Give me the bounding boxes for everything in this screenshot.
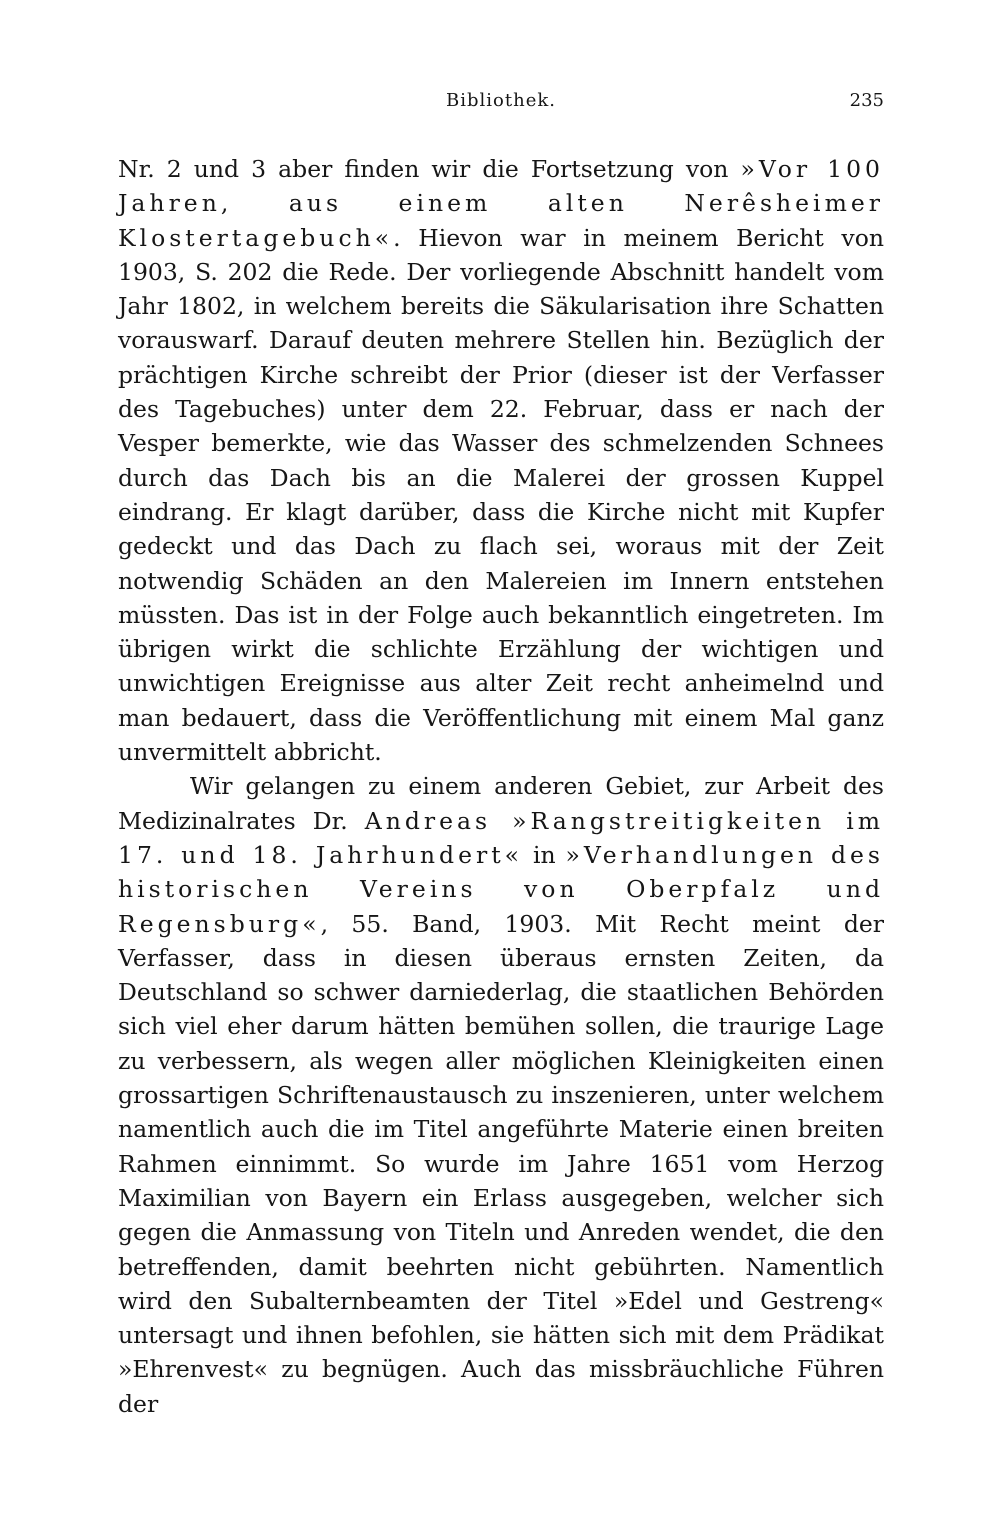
page-header <box>118 90 884 124</box>
paragraph-2-text: Wir gelangen zu einem anderen Gebiet, zur Arbeit des Medizinalrates Dr. <box>118 772 884 835</box>
paragraph-1-continuation: . Hievon war in meinem Bericht von 1903, S. 202 die Rede. Der vorliegende Abschnitt handelt vom Jahr 1802, in welchem bereits die Säkularisation ihre Schatten vorauswarf. Darauf deuten mehrere Stellen hin. Bezüglich der prächtigen Kirche schreibt der Prior (dieser ist der Verfasser des Tagebuches) unter dem 22. Februar, dass er nach der Vesper bemerkte, wie das Wasser des schmelzenden Schnees durch das Dach bis an die Malerei der grossen Kuppel eindrang. Er klagt darüber, dass die Kirche nicht mit Kupfer gedeckt und das Dach zu flach sei, woraus mit der Zeit notwendig Schäden an den Malereien im Innern entstehen müssten. Das ist in der Folge auch bekanntlich eingetreten. Im übrigen wirkt die schlichte Erzählung der wichtigen und unwichtigen Ereignisse aus alter Zeit recht anheimelnd und man bedauert, dass die Veröffentlichung mit einem Mal ganz unvermittelt abbricht. <box>118 223 884 767</box>
paragraph-1-text: Nr. 2 und 3 aber finden wir die Fortsetzung von <box>118 155 741 183</box>
spaced-title-rangstreitigkeiten: Andreas »Rangstreitigkeiten im 17. und 18. Jahrhundert« <box>118 806 884 869</box>
spaced-title-vor-100-jahren: »Vor 100 Jahren, aus einem alten Nerêsheimer Klostertagebuch« <box>118 155 884 252</box>
body-text <box>118 152 884 1421</box>
page-number: 235 <box>849 90 884 111</box>
paragraph-2-continuation: , 55. Band, 1903. Mit Recht meint der Verfasser, dass in diesen überaus ernsten Zeiten, da Deutschland so schwer darniederlag, die staatlichen Behörden sich viel eher darum hätten bemühen sollen, die traurige Lage zu verbessern, als wegen aller möglichen Kleinigkeiten einen grossartigen Schriftenaustausch zu inszenieren, unter welchem namentlich auch die im Titel angeführte Materie einen breiten Rahmen einnimmt. So wurde im Jahre 1651 vom Herzog Maximilian von Bayern ein Erlass ausgegeben, welcher sich gegen die Anmassung von Titeln und Anreden wendet, die den betreffenden, damit beehrten nicht gebührten. Namentlich wird den Subalternbeamten der Titel »Edel und Gestreng« untersagt und ihnen befohlen, sie hätten sich mit dem Prädikat »Ehrenvest« zu begnügen. Auch das missbräuchliche Führen der <box>118 909 884 1418</box>
paragraph-2 <box>118 769 884 1421</box>
running-head: Bibliothek. <box>446 90 556 111</box>
paragraph-2-connector: in <box>523 840 566 869</box>
spaced-title-verhandlungen: »Verhandlungen des historischen Vereins von Oberpfalz und Regensburg« <box>118 840 884 938</box>
paragraph-1 <box>118 152 884 769</box>
